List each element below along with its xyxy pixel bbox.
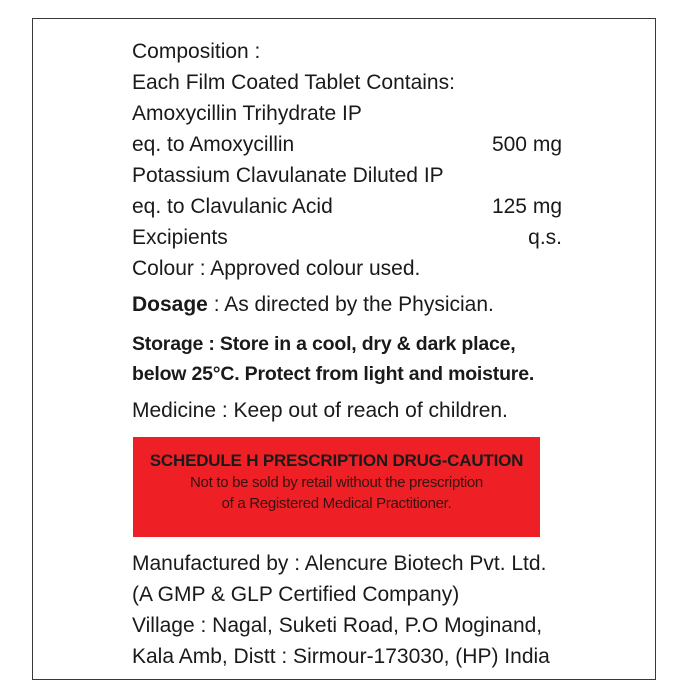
medicine-warning: Medicine : Keep out of reach of children.	[132, 399, 508, 422]
excipients-row	[132, 225, 562, 251]
manufacturer-line-1: Manufactured by : Alencure Biotech Pvt. Ltd.	[132, 552, 547, 575]
ingredient-1-name: Amoxycillin Trihydrate IP	[132, 102, 362, 125]
manufacturer-line-2: (A GMP & GLP Certified Company)	[132, 583, 460, 606]
ingredient-1-qty: 500 mg	[491, 133, 562, 156]
composition-heading: Composition :	[132, 40, 261, 63]
caution-line-2: of a Registered Medical Practitioner.	[221, 495, 452, 512]
dosage-line	[132, 292, 494, 318]
ingredient-2-name: Potassium Clavulanate Diluted IP	[132, 164, 444, 187]
excipients-label: Excipients	[132, 226, 228, 249]
manufacturer-line-4: Kala Amb, Distt : Sirmour-173030, (HP) India	[132, 645, 550, 668]
ingredient-1-eq: eq. to Amoxycillin	[132, 133, 295, 156]
storage-line-2: below 25°C. Protect from light and moisture.	[132, 363, 535, 385]
composition-intro: Each Film Coated Tablet Contains:	[132, 71, 455, 94]
schedule-h-caution-box	[133, 437, 540, 537]
dosage-label: Dosage	[132, 293, 208, 316]
ingredient-2-row	[132, 194, 562, 220]
manufacturer-line-3: Village : Nagal, Suketi Road, P.O Moginand,	[132, 614, 543, 637]
ingredient-2-qty: 125 mg	[491, 195, 562, 218]
ingredient-1-row	[132, 132, 562, 158]
ingredient-2-eq: eq. to Clavulanic Acid	[132, 195, 333, 218]
dosage-text: : As directed by the Physician.	[207, 293, 494, 316]
storage-line-1: Storage : Store in a cool, dry & dark place,	[132, 333, 516, 355]
caution-title: SCHEDULE H PRESCRIPTION DRUG-CAUTION	[149, 451, 524, 470]
caution-line-1: Not to be sold by retail without the prescription	[190, 474, 483, 491]
excipients-qty: q.s.	[528, 226, 562, 249]
colour-line: Colour : Approved colour used.	[132, 257, 421, 280]
